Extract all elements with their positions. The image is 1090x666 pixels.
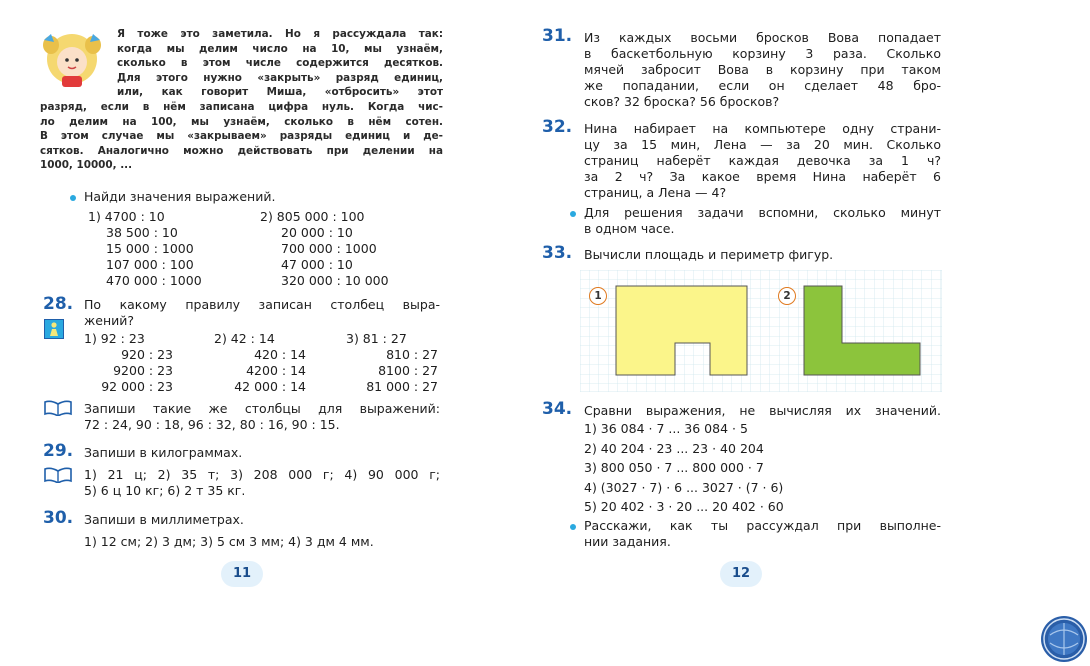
values-col1-row5: 470 000 : 1000 xyxy=(106,273,202,288)
ex28-col2-row3: 4200 : 14 xyxy=(246,363,306,378)
ex28-write-line2: 72 : 24, 90 : 18, 96 : 32, 80 : 16, 90 : 15. xyxy=(84,417,340,432)
girl-character-icon xyxy=(40,26,106,88)
notebook-icon xyxy=(44,467,72,483)
ex28-col3-row1: 3) 81 : 27 xyxy=(346,331,407,346)
ex31-line2: в баскетбольную корзину 3 раза. Сколько xyxy=(584,46,941,61)
values-col2-row2: 20 000 : 10 xyxy=(281,225,353,240)
ex28-col1-row3: 9200 : 23 xyxy=(113,363,173,378)
pair-work-icon xyxy=(44,319,64,339)
ex30-title: Запиши в миллиметрах. xyxy=(84,512,244,527)
ex32-line3: страниц наберёт каждая девочка за 1 ч? xyxy=(584,153,941,168)
values-col2-row1: 2) 805 000 : 100 xyxy=(260,209,365,224)
ex34-item-2: 2) 40 204 · 23 ... 23 · 40 204 xyxy=(584,441,764,456)
ex32-number: 32. xyxy=(542,117,573,137)
figure-1-label: 1 xyxy=(589,287,607,305)
ex31-line3: мячей забросит Вова в корзину при таком xyxy=(584,62,941,77)
ex28-question-line1: По какому правилу записан столбец выра- xyxy=(84,297,440,312)
ex29-number: 29. xyxy=(43,441,74,461)
ex32-line4: за 2 ч? За какое время Нина наберёт 6 xyxy=(584,169,941,184)
ex28-col1-row4: 92 000 : 23 xyxy=(101,379,173,394)
bullet-icon xyxy=(70,195,76,201)
ex32-line1: Нина набирает на компьютере одну страни- xyxy=(584,121,941,136)
values-col1-row4: 107 000 : 100 xyxy=(106,257,194,272)
values-col1-row2: 38 500 : 10 xyxy=(106,225,178,240)
ex28-col3-row2: 810 : 27 xyxy=(386,347,438,362)
values-col2-row4: 47 000 : 10 xyxy=(281,257,353,272)
ex32-hint-line2: в одном часе. xyxy=(584,221,675,236)
values-col2-row5: 320 000 : 10 000 xyxy=(281,273,389,288)
ex28-write-line1: Запиши такие же столбцы для выражений: xyxy=(84,401,440,416)
ex28-col2-row4: 42 000 : 14 xyxy=(234,379,306,394)
intro-line-9: сятков. Аналогично можно действовать при делении на xyxy=(40,144,443,157)
intro-line-3: сколько в этом числе содержится десятков. xyxy=(117,57,443,70)
intro-line-10: 1000, 10000, ... xyxy=(40,159,133,172)
intro-line-1: Я тоже это заметила. Но я рассуждала так: xyxy=(117,28,443,40)
ex29-line1: 1) 21 ц; 2) 35 т; 3) 208 000 г; 4) 90 000 г; xyxy=(84,467,440,482)
ex33-number: 33. xyxy=(542,243,573,263)
bullet-icon xyxy=(570,524,576,530)
intro-line-6: разряд, если в нём записана цифра нуль. Когда чис- xyxy=(40,101,443,113)
intro-line-7: ло делим на 100, мы узнаём, сколько в нём сотен. xyxy=(40,115,443,128)
figure-2-label: 2 xyxy=(778,287,796,305)
page-number-left: 11 xyxy=(221,561,263,587)
intro-line-8: В этом случае мы «закрываем» разряды единиц и де- xyxy=(40,130,443,143)
ex30-number: 30. xyxy=(43,508,74,528)
ex28-col3-row4: 81 000 : 27 xyxy=(366,379,438,394)
values-col1-row3: 15 000 : 1000 xyxy=(106,241,194,256)
ex34-number: 34. xyxy=(542,399,573,419)
ex32-line5: страниц, а Лена — 4? xyxy=(584,185,727,200)
values-col2-row3: 700 000 : 1000 xyxy=(281,241,377,256)
ex28-question-line2: жений? xyxy=(84,313,135,328)
page-number-right: 12 xyxy=(720,561,762,587)
left-page xyxy=(0,0,545,600)
ex34-item-4: 4) (3027 · 7) · 6 ... 3027 · (7 · 6) xyxy=(584,480,784,495)
ex34-title: Сравни выражения, не вычисляя их значений. xyxy=(584,403,941,418)
ex32-hint-line1: Для решения задачи вспомни, сколько минут xyxy=(584,205,941,220)
bullet-icon xyxy=(570,211,576,217)
ex30-line1: 1) 12 см; 2) 3 дм; 3) 5 см 3 мм; 4) 3 дм 4 мм. xyxy=(84,534,374,549)
intro-line-5: или, как говорит Миша, «отбросить» этот xyxy=(117,86,443,99)
ex28-number: 28. xyxy=(43,294,74,314)
ex31-line1: Из каждых восьми бросков Вова попадает xyxy=(584,30,941,45)
values-col1-row1: 1) 4700 : 10 xyxy=(88,209,165,224)
decorative-emblem-icon xyxy=(1040,615,1088,663)
ex34-item-5: 5) 20 402 · 3 · 20 ... 20 402 · 60 xyxy=(584,499,784,514)
ex29-title: Запиши в килограммах. xyxy=(84,445,243,460)
ex31-number: 31. xyxy=(542,26,573,46)
ex29-line2: 5) 6 ц 10 кг; 6) 2 т 35 кг. xyxy=(84,483,246,498)
ex32-line2: цу за 15 мин, Лена — за 20 мин. Сколько xyxy=(584,137,941,152)
ex31-line4: же попадании, если он сделает 48 бро- xyxy=(584,78,941,93)
ex33-title: Вычисли площадь и периметр фигур. xyxy=(584,247,834,262)
notebook-icon xyxy=(44,400,72,416)
values-task-title: Найди значения выражений. xyxy=(84,189,276,204)
ex28-col1-row2: 920 : 23 xyxy=(121,347,173,362)
ex28-col1-row1: 1) 92 : 23 xyxy=(84,331,145,346)
figures-grid xyxy=(580,270,942,392)
intro-line-2: когда мы делим число на 10, мы узнаём, xyxy=(117,42,443,55)
ex31-line5: сков? 32 броска? 56 бросков? xyxy=(584,94,780,109)
ex34-hint-line2: нии задания. xyxy=(584,534,671,549)
ex28-col2-row1: 2) 42 : 14 xyxy=(214,331,275,346)
ex34-item-3: 3) 800 050 · 7 ... 800 000 · 7 xyxy=(584,460,764,475)
right-page xyxy=(540,0,950,600)
ex34-hint-line1: Расскажи, как ты рассуждал при выполне- xyxy=(584,518,941,533)
intro-line-4: Для этого нужно «закрыть» разряд единиц, xyxy=(117,71,443,84)
ex28-col2-row2: 420 : 14 xyxy=(254,347,306,362)
ex34-item-1: 1) 36 084 · 7 ... 36 084 · 5 xyxy=(584,421,748,436)
ex28-col3-row3: 8100 : 27 xyxy=(378,363,438,378)
